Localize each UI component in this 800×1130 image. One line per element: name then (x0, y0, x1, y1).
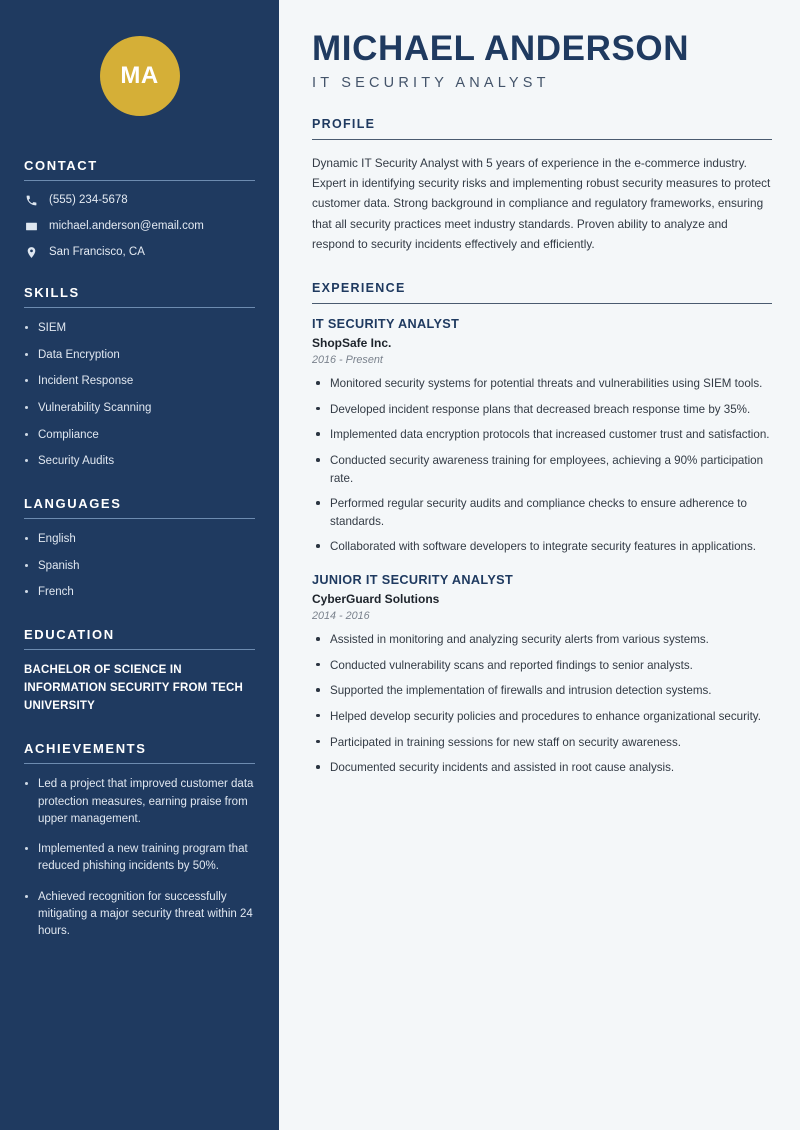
list-item: Security Audits (24, 453, 255, 470)
skills-section (24, 285, 255, 470)
list-item: SIEM (24, 320, 255, 337)
contact-email-value: michael.anderson@email.com (49, 220, 204, 232)
list-item: Incident Response (24, 373, 255, 390)
languages-heading: LANGUAGES (24, 496, 122, 512)
list-item: Led a project that improved customer data protection measures, earning praise from upper management. (24, 776, 255, 828)
list-item: Spanish (24, 558, 255, 575)
envelope-icon (24, 219, 38, 233)
contact-location-value: San Francisco, CA (49, 246, 145, 258)
contact-item-phone[interactable] (24, 193, 255, 207)
languages-divider (24, 518, 255, 519)
achievements-section (24, 741, 255, 940)
profile-text: Dynamic IT Security Analyst with 5 years of experience in the e-commerce industry. Expert in identifying security risks and implementing robust security measures to protect customer data. Strong background in compliance and regulatory frameworks, ensuring that all security practices meet industry standards. Proven ability to analyze and respond to security incidents effectively and efficiently. (312, 155, 771, 251)
job-company: ShopSafe Inc. (312, 336, 392, 351)
skills-divider (24, 307, 255, 308)
job-bullet-list (312, 631, 772, 777)
main-content (279, 0, 800, 1130)
list-item: Implemented data encryption protocols that increased customer trust and satisfaction. (312, 426, 772, 444)
profile-heading: PROFILE (312, 116, 376, 131)
experience-section (312, 281, 772, 777)
page-title: MICHAEL ANDERSON (312, 29, 690, 68)
list-item: Implemented a new training program that reduced phishing incidents by 50%. (24, 841, 255, 876)
education-divider (24, 649, 255, 650)
list-item: English (24, 531, 255, 548)
profile-section (312, 117, 772, 254)
phone-icon (24, 193, 38, 207)
avatar-container (24, 0, 255, 158)
achievements-heading: ACHIEVEMENTS (24, 741, 147, 757)
contact-item-location[interactable] (24, 245, 255, 259)
list-item: Performed regular security audits and compliance checks to ensure adherence to standards. (312, 495, 772, 530)
job-role: IT SECURITY ANALYST (312, 317, 460, 332)
achievements-list (24, 776, 255, 940)
experience-entry (312, 317, 772, 556)
list-item: Conducted security awareness training for employees, achieving a 90% participation rate. (312, 452, 772, 487)
profile-divider (312, 139, 772, 140)
job-role: JUNIOR IT SECURITY ANALYST (312, 573, 514, 588)
avatar-initials: MA (120, 62, 159, 89)
list-item: Documented security incidents and assisted in root cause analysis. (312, 759, 772, 777)
experience-divider (312, 303, 772, 304)
job-bullet-list (312, 375, 772, 556)
contact-section (24, 158, 255, 259)
map-pin-icon (24, 245, 38, 259)
contact-item-email[interactable] (24, 219, 255, 233)
education-section (24, 627, 255, 715)
list-item: Conducted vulnerability scans and reported findings to senior analysts. (312, 657, 772, 675)
contact-phone-value: (555) 234-5678 (49, 194, 128, 206)
list-item: Supported the implementation of firewalls and intrusion detection systems. (312, 682, 772, 700)
job-dates: 2016 - Present (312, 354, 383, 367)
list-item: Collaborated with software developers to integrate security features in applications. (312, 538, 772, 556)
languages-list (24, 531, 255, 601)
list-item: French (24, 584, 255, 601)
professional-title: IT SECURITY ANALYST (312, 74, 550, 91)
job-company: CyberGuard Solutions (312, 592, 440, 607)
education-degree: BACHELOR OF SCIENCE IN INFORMATION SECURITY FROM TECH UNIVERSITY (24, 664, 243, 712)
list-item: Vulnerability Scanning (24, 400, 255, 417)
list-item: Achieved recognition for successfully mitigating a major security threat within 24 hours. (24, 889, 255, 941)
avatar (100, 36, 180, 116)
job-dates: 2014 - 2016 (312, 610, 370, 623)
list-item: Data Encryption (24, 347, 255, 364)
sidebar (0, 0, 279, 1130)
experience-heading: EXPERIENCE (312, 281, 406, 296)
skills-list (24, 320, 255, 470)
experience-entry (312, 573, 772, 777)
list-item: Helped develop security policies and procedures to enhance organizational security. (312, 708, 772, 726)
skills-heading: SKILLS (24, 285, 80, 300)
list-item: Developed incident response plans that decreased breach response time by 35%. (312, 401, 772, 419)
list-item: Participated in training sessions for new staff on security awareness. (312, 734, 772, 752)
contact-divider (24, 180, 255, 181)
languages-section (24, 496, 255, 601)
education-heading: EDUCATION (24, 627, 115, 643)
list-item: Assisted in monitoring and analyzing security alerts from various systems. (312, 631, 772, 649)
contact-heading: CONTACT (24, 158, 98, 173)
list-item: Monitored security systems for potential threats and vulnerabilities using SIEM tools. (312, 375, 772, 393)
list-item: Compliance (24, 427, 255, 444)
achievements-divider (24, 763, 255, 764)
